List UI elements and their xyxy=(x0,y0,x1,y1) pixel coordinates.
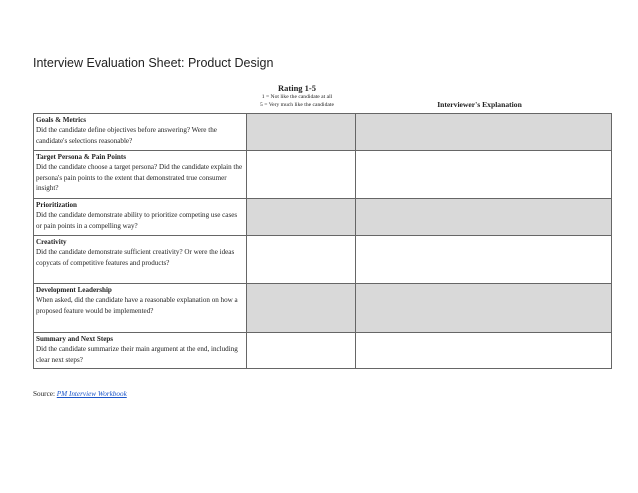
criterion-title: Development Leadership xyxy=(36,286,112,294)
criterion-question: When asked, did the candidate have a reasonable explanation on how a proposed feature would be implemented? xyxy=(36,296,238,315)
criterion-cell xyxy=(34,199,247,236)
criterion-cell xyxy=(34,114,247,151)
criterion-question: Did the candidate define objectives before answering? Were the candidate's selections reasonable? xyxy=(36,126,217,145)
source-link[interactable]: PM Interview Workbook xyxy=(56,390,127,398)
table-row xyxy=(34,199,612,236)
criterion-title: Creativity xyxy=(36,238,67,246)
criterion-question: Did the candidate demonstrate ability to prioritize competing use cases or pain points in a compelling way? xyxy=(36,211,238,230)
explanation-cell[interactable] xyxy=(356,236,612,284)
explanation-cell[interactable] xyxy=(356,151,612,199)
explanation-column-header: Interviewer's Explanation xyxy=(437,100,522,109)
criterion-cell xyxy=(34,284,247,333)
page-title: Interview Evaluation Sheet: Product Design xyxy=(33,56,274,70)
explanation-cell[interactable] xyxy=(356,199,612,236)
evaluation-table xyxy=(33,113,612,369)
table-row xyxy=(34,236,612,284)
criterion-title: Prioritization xyxy=(36,201,77,209)
rating-heading: Rating 1-5 xyxy=(277,83,316,93)
criterion-question: Did the candidate summarize their main argument at the end, including clear next steps? xyxy=(36,345,238,364)
rating-column-header xyxy=(243,83,351,109)
rating-cell[interactable] xyxy=(247,236,356,284)
criterion-cell xyxy=(34,236,247,284)
explanation-cell[interactable] xyxy=(356,114,612,151)
table-row xyxy=(34,284,612,333)
rating-scale-high: 5 = Very much like the candidate xyxy=(260,102,334,108)
criterion-cell xyxy=(34,333,247,369)
criterion-title: Goals & Metrics xyxy=(36,116,87,124)
source-note xyxy=(33,390,127,398)
criterion-title: Target Persona & Pain Points xyxy=(36,153,126,161)
table-row xyxy=(34,151,612,199)
rating-cell[interactable] xyxy=(247,284,356,333)
rating-cell[interactable] xyxy=(247,199,356,236)
rating-scale-low: 1 = Not like the candidate at all xyxy=(261,94,333,100)
criterion-question: Did the candidate choose a target persona? Did the candidate explain the persona's pain points to the extent that demonstrated true consumer insight? xyxy=(36,163,243,193)
explanation-cell[interactable] xyxy=(356,333,612,369)
criterion-question: Did the candidate demonstrate sufficient creativity? Or were the ideas copycats of competitive features and products? xyxy=(36,248,235,267)
rating-cell[interactable] xyxy=(247,151,356,199)
criterion-cell xyxy=(34,151,247,199)
table-row xyxy=(34,114,612,151)
rating-cell[interactable] xyxy=(247,333,356,369)
rating-cell[interactable] xyxy=(247,114,356,151)
table-row xyxy=(34,333,612,369)
explanation-cell[interactable] xyxy=(356,284,612,333)
criterion-title: Summary and Next Steps xyxy=(36,335,114,343)
source-label: Source: xyxy=(33,390,55,398)
